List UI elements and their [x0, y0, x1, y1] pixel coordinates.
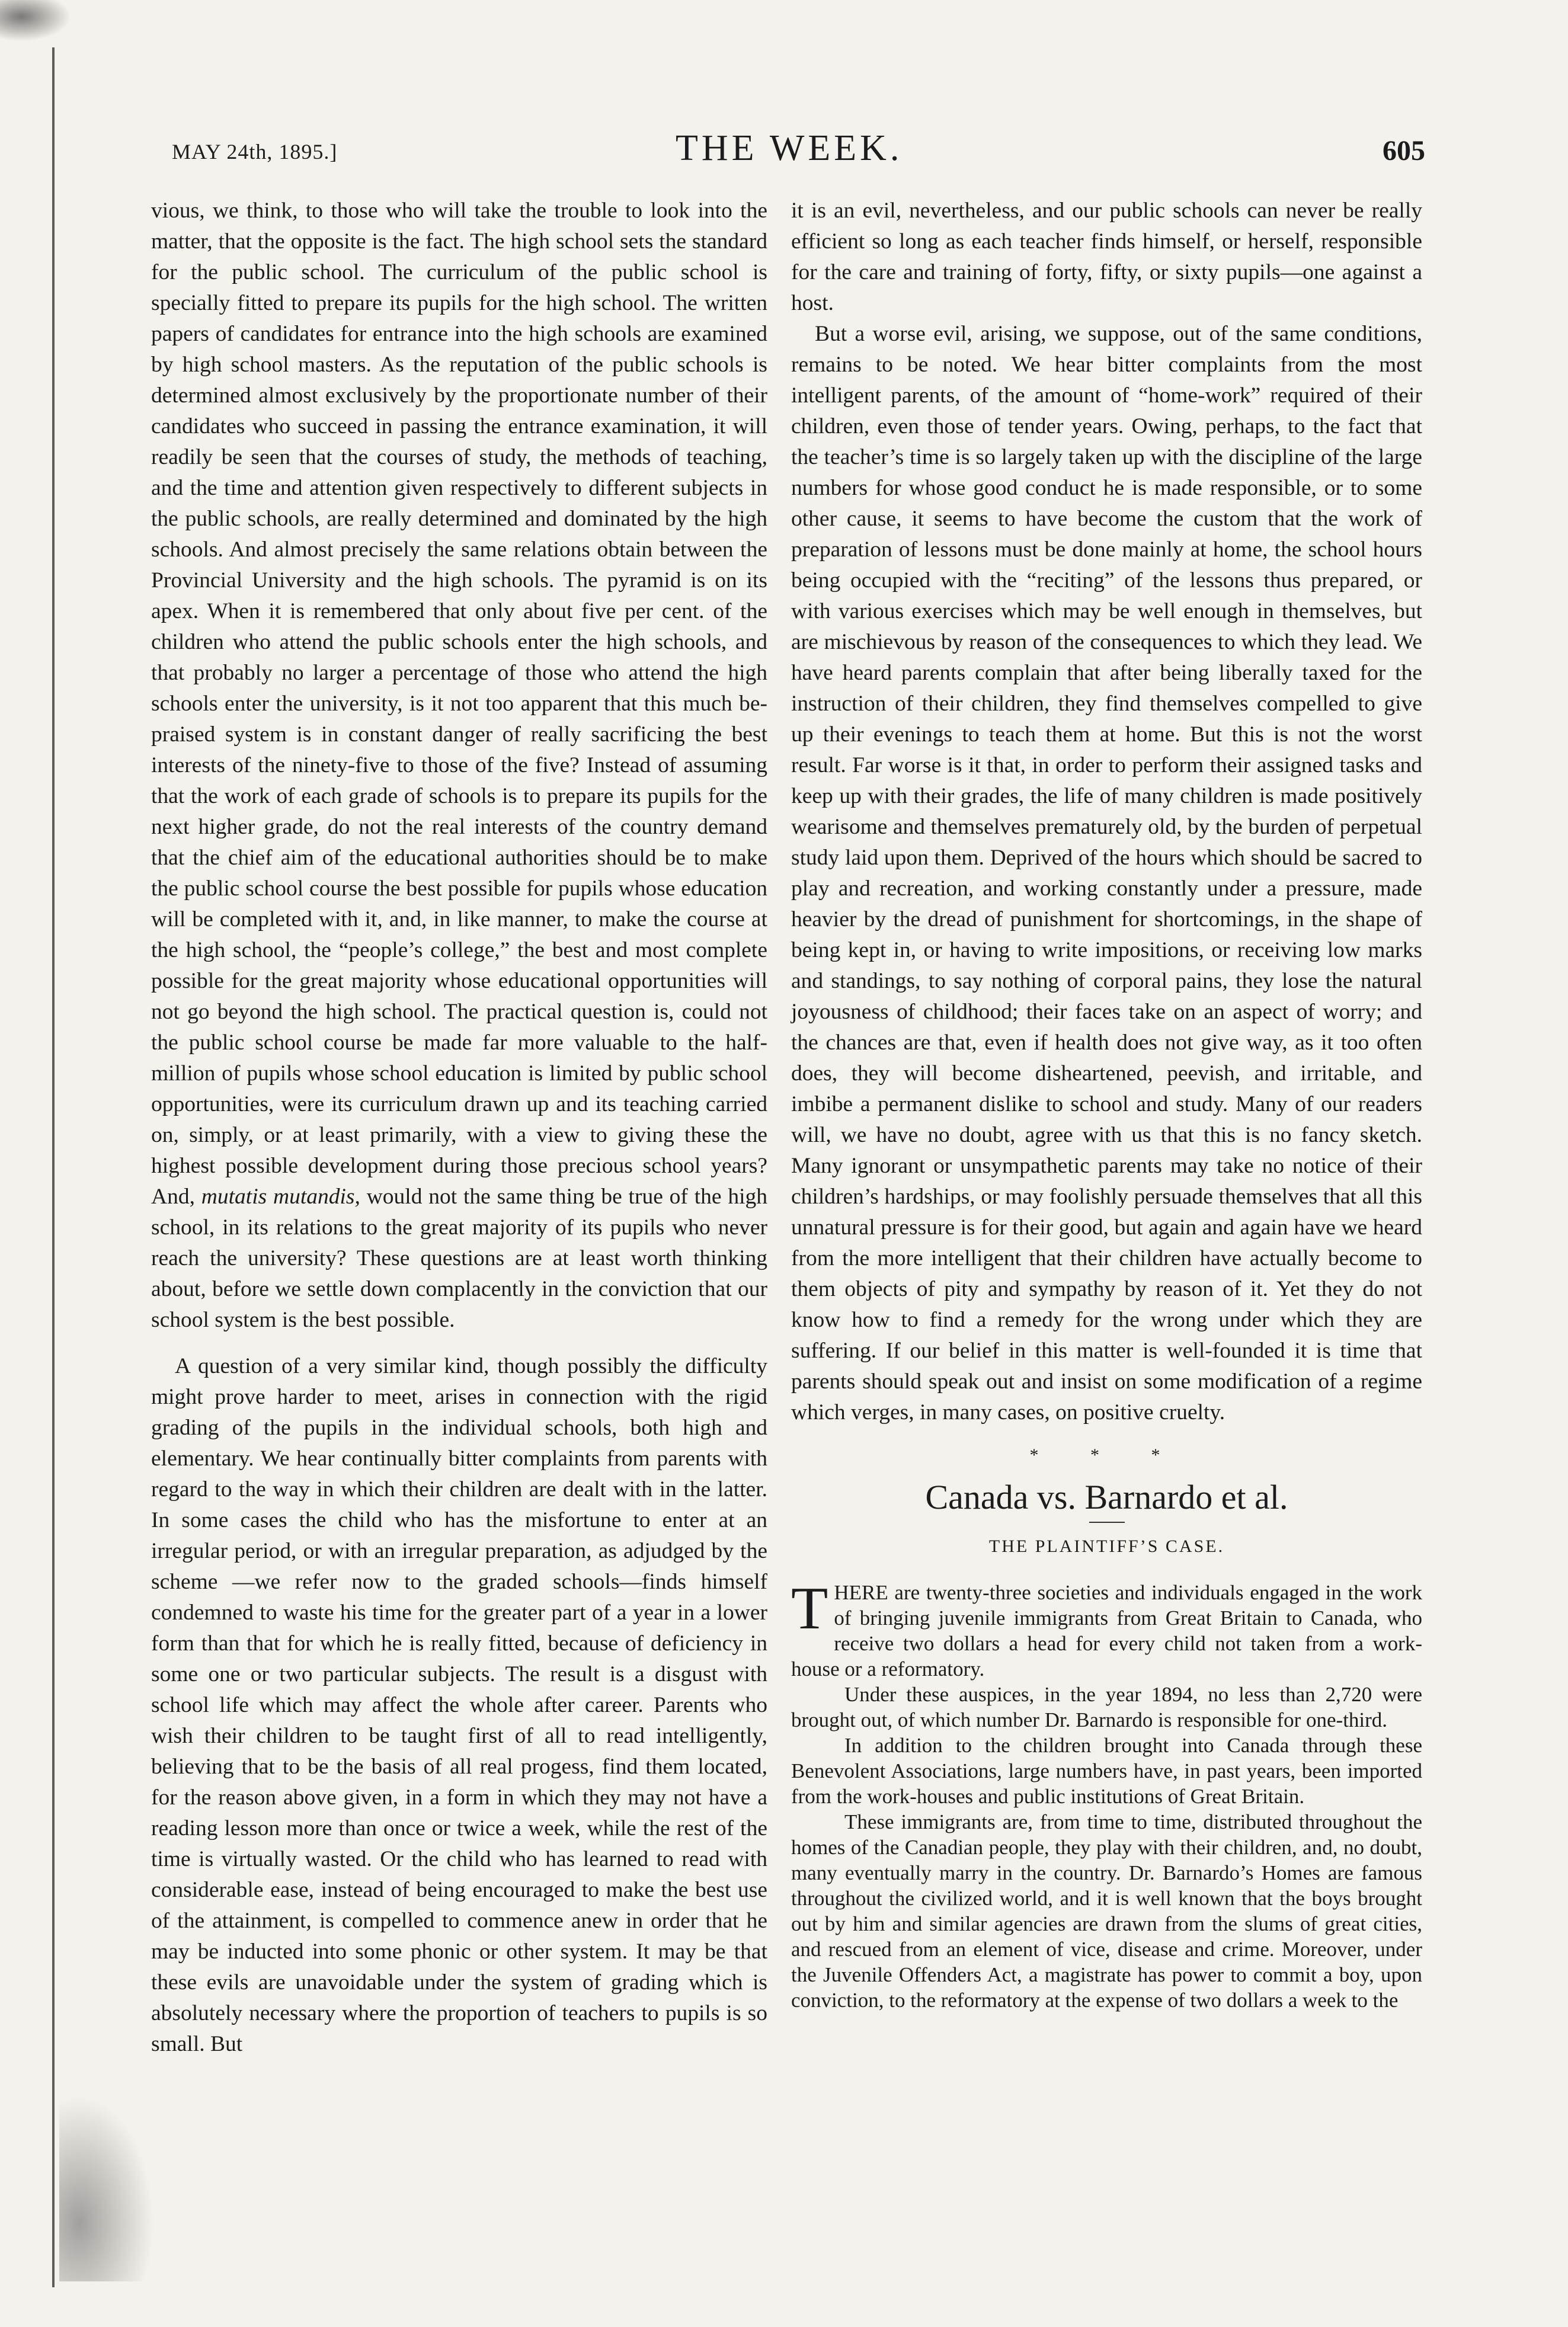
binding-edge	[52, 47, 55, 2287]
article-title: Canada vs. Barnardo et al.	[925, 1478, 1288, 1516]
italic-phrase: mutatis mutandis,	[201, 1185, 360, 1209]
article-subtitle: THE PLAINTIFF’S CASE.	[988, 1537, 1225, 1556]
article-paragraph: In addition to the children brought into Canada through these Benevolent Associations, large numbers have, in past years, been imported from the work-houses and public institutions of Great Britain.	[791, 1734, 1422, 1808]
body-text: vious, we think, to those who will take the trouble to look into the matter, that the opposite is the fact. The high school sets the standard for the public school. The curriculum of the public school is specially fitted to prepare its pupils for the high school. The written papers of candidates for entrance into the high schools are examined by high school masters. As the reputation of the public schools is determined almost exclusively by the proportionate number of their candidates who succeed in passing the entrance examination, it will readily be seen that the courses of study, the methods of teaching, and the time and attention given respectively to different subjects in the public schools, are really determined and dominated by the high schools. And almost precisely the same relations obtain between the Provincial University and the high schools. The pyramid is on its apex. When it is remembered that only about five per cent. of the children who attend the public schools enter the high schools, and that probably no larger a percentage of those who attend the high schools enter the university, is it not too apparent that this much be-praised system is in constant danger of really sacrificing the best interests of the ninety-five to those of the five? Instead of assuming that the work of each grade of schools is to prepare its pupils for the next higher grade, do not the real interests of the country demand that the chief aim of the educational authorities should be to make the public school course the best possible for pupils whose education will be completed with it, and, in like manner, to make the course at the high school, the “people’s college,” the best and most complete possible for the great majority whose educational opportunities will not go beyond the high school. The practical question is, could not the public school course be made far more valuable to the half-million of pupils whose school education is limited by public school opportunities, were its curriculum drawn up and its teaching carried on, simply, or at least primarily, with a view to giving these the highest possible development during those precious school years? And,	[151, 199, 767, 1209]
section-separator: * * *	[1029, 1445, 1184, 1465]
article-body	[791, 1575, 1422, 2013]
page-number: 605	[1383, 135, 1425, 167]
right-column	[791, 196, 1422, 2013]
masthead-title: THE WEEK.	[676, 128, 903, 168]
scan-corner-smudge	[0, 0, 71, 41]
article-text: HERE are twenty-three societies and individuals engaged in the work of bringing juvenile immigrants from Great Britain to Canada, who receive two dollars a head for every child not taken from a work-house or a reformatory.	[791, 1581, 1422, 1681]
scan-gutter-shadow	[59, 2086, 160, 2281]
body-paragraph: A question of a very similar kind, though possibly the difficulty might prove harder to meet, arises in connection with the rigid grading of the pupils in the individual schools, both high and elementary. We hear continually bitter complaints from parents with regard to the way in which their children are dealt with in the latter. In some cases the child who has the misfortune to enter at an irregular period, or with an irregular preparation, as adjudged by the scheme —we refer now to the graded schools—finds himself condemned to waste his time for the greater part of a year in a lower form than that for which he is really fitted, because of deficiency in some one or two particular subjects. The result is a disgust with school life which may affect the whole after career. Parents who wish their children to be taught first of all to read intelligently, believing that to be the basis of all real progess, find them located, for the reason above given, in a form in which they may not have a reading lesson more than once or twice a week, while the rest of the time is virtually wasted. Or the child who has learned to read with considerable ease, instead of being encouraged to make the best use of the attainment, is compelled to commence anew in order that he may be inducted into some phonic or other system. It may be that these evils are unavoidable under the system of grading which is absolutely necessary where the proportion of teachers to pupils is so small. But	[151, 1354, 767, 2056]
body-paragraph	[151, 196, 767, 1336]
body-paragraph: But a worse evil, arising, we suppose, out of the same conditions, remains to be noted. We hear bitter complaints from the most intelligent parents, of the amount of “home-work” required of their children, even those of tender years. Owing, perhaps, to the fact that the teacher’s time is so largely taken up with the discipline of the large numbers for whose good conduct he is made responsible, or to some other cause, it seems to have become the custom that the work of preparation of lessons must be done mainly at home, the school hours being occupied with the “reciting” of the lessons thus prepared, or with various exercises which may be well enough in themselves, but are mischievous by reason of the consequences to which they lead. We have heard parents complain that after being liberally taxed for the instruction of their children, they find themselves compelled to give up their evenings to teach them at home. But this is not the worst result. Far worse is it that, in order to perform their assigned tasks and keep up with their grades, the life of many children is made positively wearisome and themselves prematurely old, by the burden of perpetual study laid upon them. Deprived of the hours which should be sacred to play and recreation, and working constantly under a pressure, made heavier by the dread of punishment for shortcomings, in the shape of being kept in, or having to write impositions, or receiving low marks and standings, to say nothing of corporal pains, they lose the natural joyousness of childhood; their faces take on an aspect of worry; and the chances are that, even if health does not give way, as it too often does, they will become disheartened, peevish, and irritable, and imbibe a permanent dislike to school and study. Many of our readers will, we have no doubt, agree with us that this is no fancy sketch. Many ignorant or unsympathetic parents may take no notice of their children’s hardships, or may foolishly persuade themselves that all this unnatural pressure is for their good, but again and again have we heard from the more intelligent that their children have actually become to them objects of pity and sympathy by reason of it. Yet they do not know how to find a remedy for the wrong under which they are suffering. If our belief in this matter is well-founded it is time that parents should speak out and insist on some modification of a regime which verges, in many cases, on positive cruelty.	[791, 322, 1422, 1425]
header-date: MAY 24th, 1895.]	[172, 140, 338, 164]
article-paragraph: Under these auspices, in the year 1894, no less than 2,720 were brought out, of which number Dr. Barnardo is responsible for one-third.	[791, 1683, 1422, 1731]
article-paragraph	[791, 1575, 1422, 1682]
title-rule	[1089, 1522, 1125, 1523]
body-paragraph: it is an evil, nevertheless, and our public schools can never be really efficient so long as each teacher finds himself, or herself, responsible for the care and training of forty, fifty, or sixty pupils—one against a host.	[791, 199, 1422, 315]
page-header	[172, 127, 1425, 181]
left-column	[151, 196, 767, 2060]
body-text: would not the same thing be true of the high school, in its relations to the great majority of its pupils who never reach the university? These questions are at least worth thinking about, before we settle down complacently in the conviction that our school system is the best possible.	[151, 1185, 767, 1332]
article-paragraph: These immigrants are, from time to time, distributed throughout the homes of the Canadian people, they play with their children, and, no doubt, many eventually marry in the country. Dr. Barnardo’s Homes are famous throughout the civilized world, and it is well known that the boys brought out by him and similar agencies are drawn from the slums of great cities, and rescued from an element of vice, disease and crime. Moreover, under the Juvenile Offenders Act, a magistrate has power to commit a boy, upon conviction, to the reformatory at the expense of two dollars a week to the	[791, 1810, 1422, 2012]
drop-cap: T	[791, 1575, 828, 1642]
